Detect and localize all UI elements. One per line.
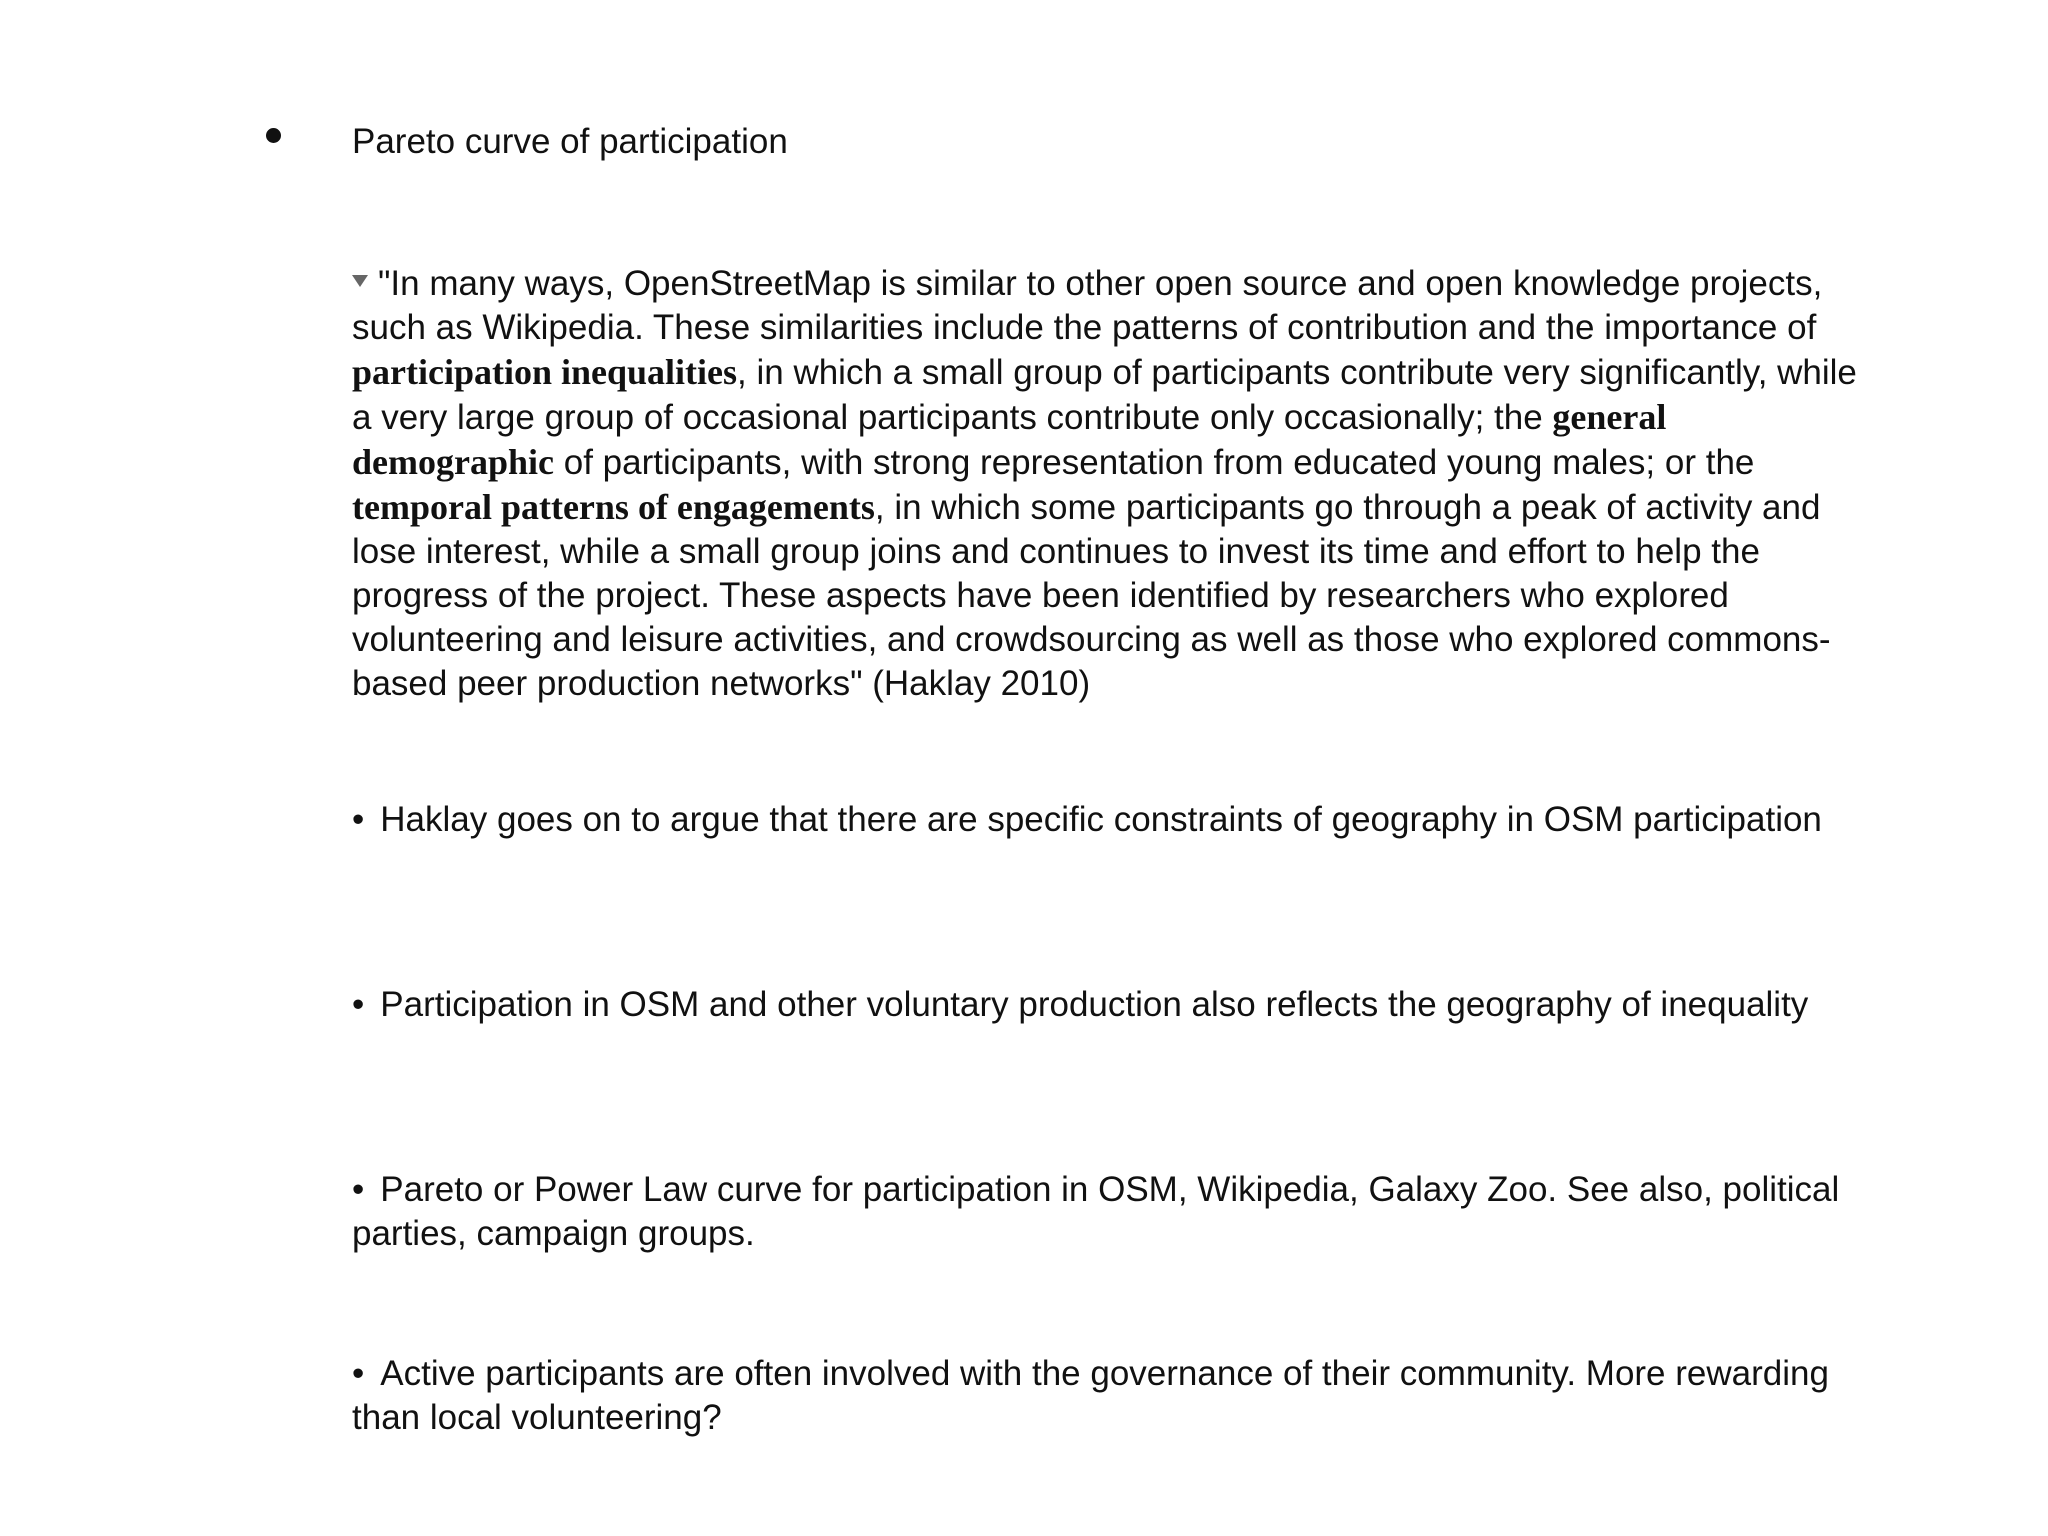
quote-paragraph [352, 262, 1872, 706]
list-item [352, 983, 1872, 1027]
bullet-icon: • [352, 1170, 365, 1209]
list-item-text: Pareto or Power Law curve for participation in OSM, Wikipedia, Galaxy Zoo. See also, political parties, campaign groups. [352, 1170, 1840, 1253]
bullet-icon: • [352, 800, 365, 839]
triangle-down-icon [352, 275, 368, 287]
bullet-icon [266, 128, 281, 143]
emphasis-term: general demographic [352, 397, 1667, 482]
quote-text-1: "In many ways, OpenStreetMap is similar to other open source and open knowledge projects, such as Wikipedia. These similarities include the patterns of contribution and the importance of [352, 264, 1823, 347]
quote-text-3: of participants, with strong representation from educated young males; or the [554, 443, 1755, 482]
bullet-icon: • [352, 1354, 365, 1393]
list-item [352, 1352, 1872, 1440]
emphasis-term: temporal patterns of engagements [352, 487, 875, 527]
emphasis-term: participation inequalities [352, 352, 738, 392]
quote-text-2: , in which a small group of participants contribute very significantly, while a very large group of occasional participants contribute only occasionally; the [352, 353, 1857, 437]
list-item-text: Haklay goes on to argue that there are specific constraints of geography in OSM participation [380, 800, 1822, 839]
list-item [352, 798, 1872, 842]
list-item [352, 1168, 1872, 1256]
quote-text-4: , in which some participants go through a peak of activity and lose interest, while a small group joins and continues to invest its time and effort to help the progress of the project. These aspects have been identified by researchers who explored volunteering and leisure activities, and crowdsourcing as well as those who explored commons-based peer production networks" (Haklay 2010) [352, 488, 1831, 703]
list-item-text: Participation in OSM and other voluntary production also reflects the geography of inequality [380, 985, 1809, 1024]
section-heading: Pareto curve of participation [352, 122, 788, 161]
list-item-text: Active participants are often involved with the governance of their community. More rewarding than local volunteering? [352, 1354, 1829, 1437]
bullet-icon: • [352, 985, 365, 1024]
